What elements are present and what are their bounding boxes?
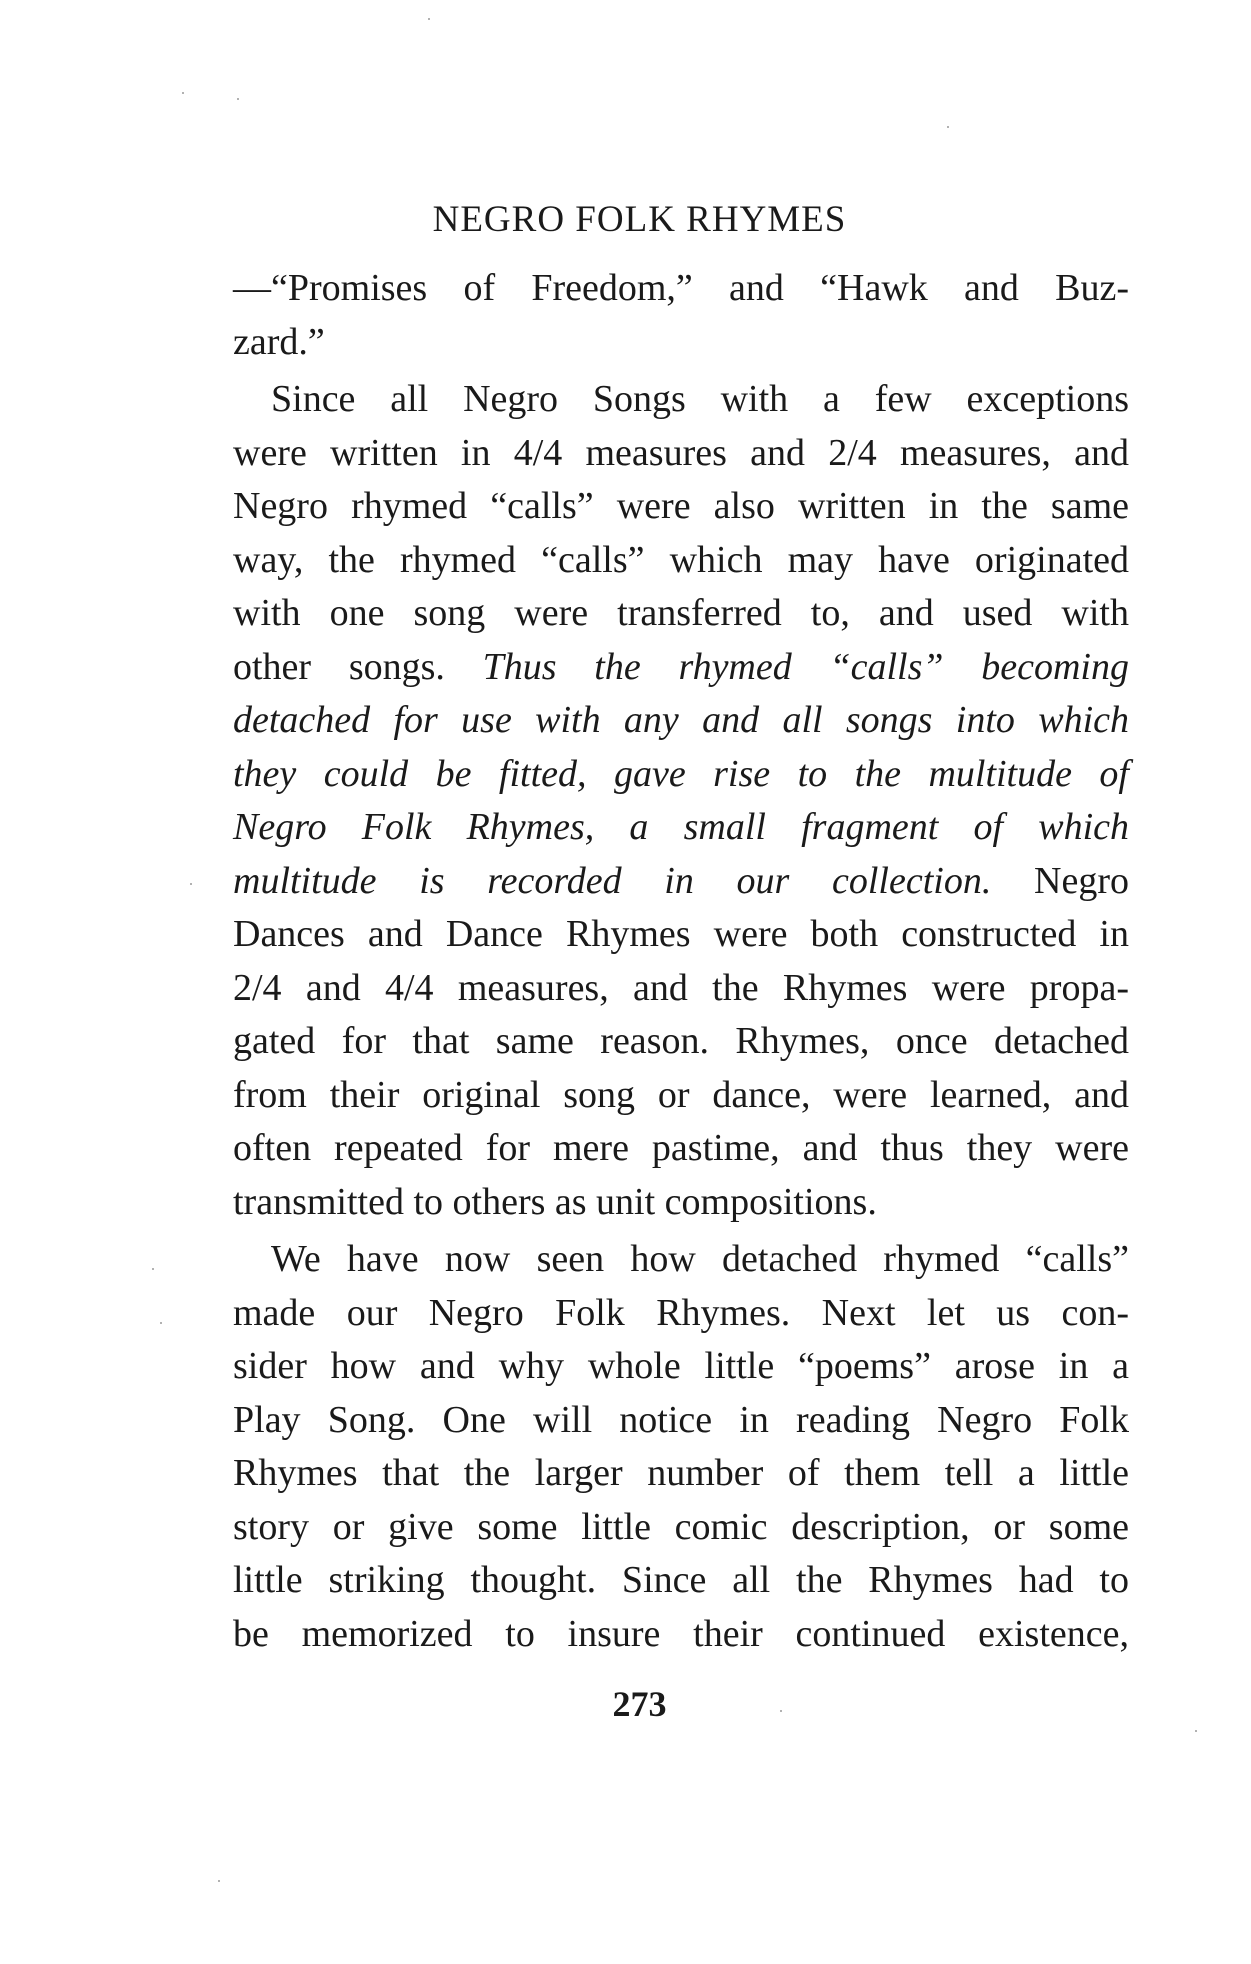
roman-text: sider how and why whole little “poems” arose in a bbox=[233, 1345, 1129, 1387]
roman-text: other songs. bbox=[233, 645, 483, 688]
text-line bbox=[233, 480, 1129, 534]
roman-text: were written in 4/4 measures and 2/4 measures, and bbox=[233, 431, 1129, 474]
roman-text: Rhymes that the larger number of them tell a little bbox=[233, 1452, 1129, 1494]
paper-speck bbox=[190, 883, 192, 885]
roman-text: little striking thought. Since all the Rhymes had to bbox=[233, 1559, 1129, 1601]
body-text bbox=[233, 262, 1129, 1661]
text-line bbox=[233, 1122, 1129, 1176]
paper-speck bbox=[218, 1880, 220, 1882]
text-line bbox=[233, 694, 1129, 748]
roman-text: from their original song or dance, were learned, and bbox=[233, 1073, 1129, 1116]
text-line bbox=[233, 1447, 1129, 1501]
italic-text: multitude is recorded in our collection. bbox=[233, 859, 992, 902]
roman-text: Negro bbox=[991, 859, 1129, 902]
text-line bbox=[233, 316, 1129, 370]
roman-text: story or give some little comic description, or some bbox=[233, 1505, 1129, 1548]
paper-speck bbox=[947, 126, 949, 128]
text-line bbox=[233, 1340, 1129, 1394]
roman-text: made our Negro Folk Rhymes. Next let us con- bbox=[233, 1291, 1129, 1334]
text-line bbox=[233, 748, 1129, 802]
text-line bbox=[233, 1394, 1129, 1448]
text-line bbox=[233, 1069, 1129, 1123]
roman-text: gated for that same reason. Rhymes, once detached bbox=[233, 1020, 1129, 1062]
paper-speck bbox=[182, 92, 184, 94]
paper-speck bbox=[780, 1710, 782, 1712]
roman-text: way, the rhymed “calls” which may have originated bbox=[233, 538, 1129, 581]
text-line bbox=[233, 1233, 1129, 1287]
text-line bbox=[233, 1608, 1129, 1662]
text-line bbox=[233, 641, 1129, 695]
paper-speck bbox=[237, 98, 239, 100]
text-line bbox=[233, 262, 1129, 316]
roman-text: Play Song. One will notice in reading Negro Folk bbox=[233, 1398, 1129, 1441]
roman-text: Dances and Dance Rhymes were both constructed in bbox=[233, 913, 1129, 955]
paper-speck bbox=[428, 18, 430, 20]
text-line bbox=[233, 908, 1129, 962]
roman-text: often repeated for mere pastime, and thus they were bbox=[233, 1127, 1129, 1169]
italic-text: detached for use with any and all songs into which bbox=[233, 699, 1129, 741]
italic-text: Thus the rhymed “calls” becoming bbox=[482, 645, 1129, 688]
roman-text: be memorized to insure their continued existence, bbox=[233, 1612, 1129, 1655]
running-head: NEGRO FOLK RHYMES bbox=[432, 199, 847, 240]
roman-text: We have now seen how detached rhymed “calls” bbox=[271, 1238, 1129, 1280]
text-line bbox=[233, 962, 1129, 1016]
roman-text: —“Promises of Freedom,” and “Hawk and Buz- bbox=[233, 267, 1129, 309]
text-line bbox=[233, 1015, 1129, 1069]
roman-text: transmitted to others as unit compositions. bbox=[233, 1180, 877, 1223]
italic-text: Negro Folk Rhymes, a small fragment of which bbox=[233, 806, 1129, 848]
roman-text: Negro rhymed “calls” were also written in the same bbox=[233, 485, 1129, 527]
text-line bbox=[233, 801, 1129, 855]
italic-text: they could be fitted, gave rise to the multitude of bbox=[233, 752, 1129, 795]
text-line bbox=[233, 855, 1129, 909]
text-line bbox=[233, 1176, 1129, 1230]
text-line bbox=[233, 373, 1129, 427]
roman-text: with one song were transferred to, and used with bbox=[233, 592, 1129, 634]
paper-speck bbox=[1195, 1730, 1197, 1732]
text-line bbox=[233, 534, 1129, 588]
text-line bbox=[233, 1287, 1129, 1341]
roman-text: 2/4 and 4/4 measures, and the Rhymes were propa- bbox=[233, 966, 1129, 1009]
roman-text: Since all Negro Songs with a few exceptions bbox=[271, 378, 1129, 420]
page-number: 273 bbox=[612, 1684, 667, 1724]
paper-speck bbox=[160, 1322, 162, 1324]
text-line bbox=[233, 1554, 1129, 1608]
text-line bbox=[233, 587, 1129, 641]
text-line bbox=[233, 1501, 1129, 1555]
text-line bbox=[233, 427, 1129, 481]
roman-text: zard.” bbox=[233, 320, 325, 363]
paper-speck bbox=[152, 1268, 154, 1270]
